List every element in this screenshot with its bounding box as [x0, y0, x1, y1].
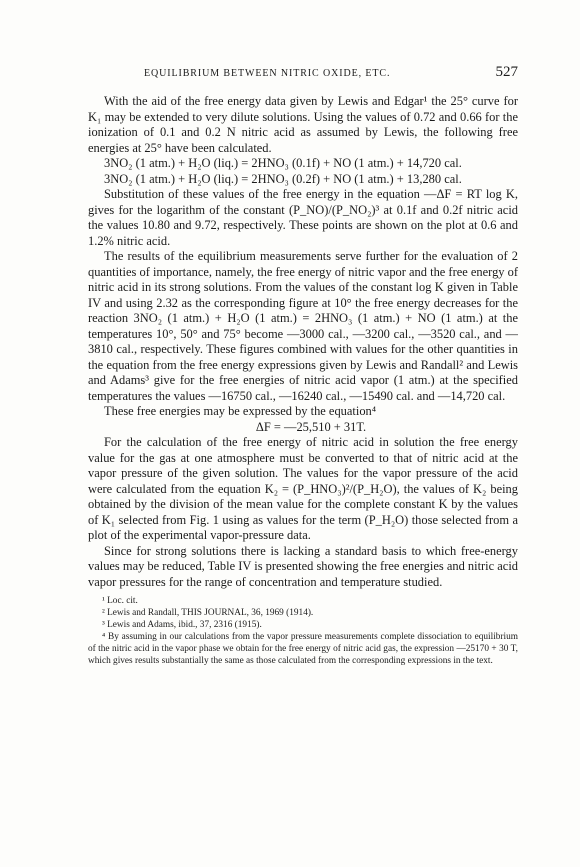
running-title: EQUILIBRIUM BETWEEN NITRIC OXIDE, ETC.	[144, 68, 391, 79]
footnote: ¹ Loc. cit.	[102, 596, 138, 606]
article-body	[88, 94, 518, 667]
paragraph: These free energies may be expressed by the equation⁴	[104, 404, 377, 418]
paragraph: With the aid of the free energy data given by Lewis and Edgar¹ the 25° curve for K₁ may be extended to very dilute solutions. Using the values of 0.72 and 0.66 for the ionization of 0.1 and 0.2 N nitric acid as assumed by Lewis, the following free energies at 25° have been calculated.	[88, 94, 518, 155]
footnote: ³ Lewis and Adams, ibid., 37, 2316 (1915).	[102, 620, 262, 630]
page-number: 527	[495, 64, 518, 80]
reaction-equation: 3NO₂ (1 atm.) + H₂O (liq.) = 2HNO₃ (0.2f) + NO (1 atm.) + 13,280 cal.	[104, 171, 462, 186]
footnotes	[88, 595, 518, 667]
free-energy-equation: ΔF = —25,510 + 31T.	[255, 419, 367, 434]
paragraph: For the calculation of the free energy of nitric acid in solution the free energy value for the gas at one atmosphere must be converted to that of nitric acid at the vapor pressure of the given solution. The values for the vapor pressure of the acid were calculated from the equation K₂ = (P_HNO₃)²/(P_H₂O), the values of K₂ being obtained by the division of the mean value for the complete constant K by the values of K₁ selected from Fig. 1 using as values for the term (P_H₂O) those selected from a plot of the experimental vapor-pressure data.	[88, 435, 518, 542]
paragraph: Since for strong solutions there is lacking a standard basis to which free-energy values may be reduced, Table IV is presented showing the free energies and nitric acid vapor pressures for the range of concentration and temperature studied.	[88, 543, 518, 589]
page-header	[88, 64, 518, 84]
paragraph: Substitution of these values of the free energy in the equation —ΔF = RT log K, gives for the logarithm of the constant (P_NO)/(P_NO₂)³ at 0.1f and 0.2f nitric acid the values 10.80 and 9.72, respectively. These points are shown on the plot at 0.6 and 1.2% nitric acid.	[88, 187, 518, 248]
paragraph: The results of the equilibrium measurements serve further for the evaluation of 2 quantities of importance, namely, the free energy of nitric vapor and the free energy of nitric acid in its strong solutions. From the values of the constant log K given in Table IV and using 2.32 as the corresponding figure at 10° the free energy decreases for the reaction 3NO₂ (1 atm.) + H₂O (1 atm.) = 2HNO₃ (1 atm.) + NO (1 atm.) at the temperatures 10°, 50° and 75° become —3000 cal., —3200 cal., —3520 cal., and —3810 cal., respectively. These figures combined with values for the other quantities in the equation from the free energy expressions given by Lewis and Randall² and Lewis and Adams³ give for the free energies of nitric acid vapor (1 atm.) at the specified temperatures the values —16750 cal., —16240 cal., —15490 cal. and —14,720 cal.	[88, 249, 518, 403]
footnote: ² Lewis and Randall, THIS JOURNAL, 36, 1969 (1914).	[102, 608, 314, 618]
footnote: ⁴ By assuming in our calculations from the vapor pressure measurements complete dissociation to equilibrium of the nitric acid in the vapor phase we obtain for the free energy of nitric acid gas, the expression —25170 + 30 T, which gives results substantially the same as those calculated from the corresponding expressions in the text.	[88, 632, 518, 666]
reaction-equation: 3NO₂ (1 atm.) + H₂O (liq.) = 2HNO₃ (0.1f) + NO (1 atm.) + 14,720 cal.	[104, 156, 462, 170]
